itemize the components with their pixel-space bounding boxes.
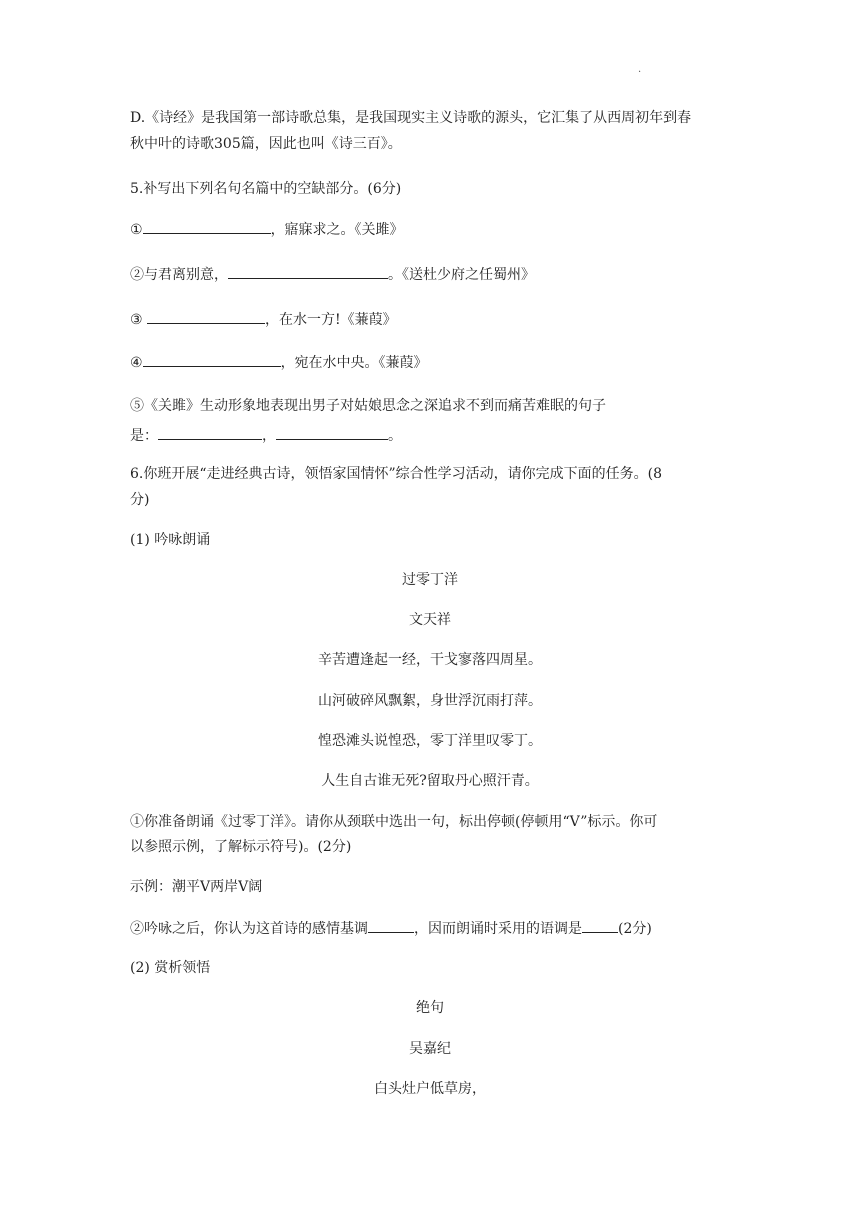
item-suffix: ，宛在水中央。《蒹葭》 — [280, 355, 428, 371]
poem-1-title: 过零丁洋 — [402, 572, 458, 588]
item-suffix: ，在水一方!《蒹葭》 — [265, 312, 397, 328]
question-5-item-3 — [130, 309, 397, 330]
question-6-sub-2: (2) 赏析领悟 — [130, 960, 211, 976]
item-separator: ， — [262, 428, 276, 444]
item-suffix: 。《送杜少府之任蜀州》 — [388, 267, 535, 283]
example-text: 示例：潮平V两岸V阔 — [130, 879, 263, 895]
task-1-line-1: ①你准备朗诵《过零丁洋》。请你从颈联中选出一句，标出停顿(停顿用“V”标示。你可 — [130, 814, 658, 830]
fill-blank[interactable] — [276, 425, 388, 440]
question-5-item-5-line-2 — [130, 425, 402, 446]
poem-1-line: 惶恐滩头说惶恐，零丁洋里叹零丁。 — [318, 733, 542, 749]
task-2-part-c: (2分) — [618, 921, 652, 937]
task-2-part-b: ，因而朗诵时采用的语调是 — [414, 921, 582, 937]
fill-blank[interactable] — [228, 264, 388, 279]
item-prefix: 是： — [130, 428, 158, 444]
poem-1-author: 文天祥 — [409, 612, 451, 628]
fill-blank[interactable] — [147, 309, 265, 324]
poem-1-line: 辛苦遭逢起一经，干戈寥落四周星。 — [318, 652, 542, 668]
poem-1-line: 人生自古谁无死?留取丹心照汗青。 — [321, 773, 539, 789]
poem-2-title: 绝句 — [416, 1000, 444, 1016]
task-2-part-a: ②吟咏之后，你认为这首诗的感情基调 — [130, 921, 368, 937]
question-6-line-1: 6.你班开展“走进经典古诗，领悟家国情怀”综合性学习活动，请你完成下面的任务。(8 — [130, 466, 663, 482]
header-mark: . — [638, 64, 642, 75]
question-6-line-2: 分) — [130, 492, 150, 508]
fill-blank[interactable] — [143, 352, 281, 367]
item-prefix: ① — [130, 222, 143, 238]
task-1-line-2: 以参照示例，了解标示符号)。(2分) — [130, 839, 352, 855]
question-5-item-2 — [130, 264, 535, 285]
fill-blank[interactable] — [368, 918, 414, 933]
question-5-item-1 — [130, 219, 404, 240]
item-suffix: ，寤寐求之。《关雎》 — [270, 222, 404, 238]
fill-blank[interactable] — [158, 425, 262, 440]
question-6-sub-1: (1) 吟咏朗诵 — [130, 532, 211, 548]
item-prefix: ④ — [130, 355, 143, 371]
option-d-line-2: 秋中叶的诗歌305篇，因此也叫《诗三百》。 — [130, 136, 402, 152]
fill-blank[interactable] — [582, 918, 618, 933]
question-5-title: 5.补写出下列名句名篇中的空缺部分。(6分) — [130, 181, 402, 197]
poem-2-line: 白头灶户低草房， — [374, 1081, 486, 1097]
poem-1-line: 山河破碎风飘絮，身世浮沉雨打萍。 — [318, 693, 542, 709]
question-5-item-4 — [130, 352, 428, 373]
task-2 — [130, 918, 652, 939]
question-5-item-5-line-1: ⑤《关雎》生动形象地表现出男子对姑娘思念之深追求不到而痛苦难眠的句子 — [130, 398, 606, 414]
item-prefix: ②与君离别意， — [130, 267, 228, 283]
poem-2-author: 吴嘉纪 — [409, 1041, 451, 1057]
item-end: 。 — [388, 428, 402, 444]
fill-blank[interactable] — [143, 219, 271, 234]
item-prefix: ③ — [130, 312, 148, 328]
option-d-line-1: D.《诗经》是我国第一部诗歌总集，是我国现实主义诗歌的源头，它汇集了从西周初年到春 — [130, 110, 692, 126]
